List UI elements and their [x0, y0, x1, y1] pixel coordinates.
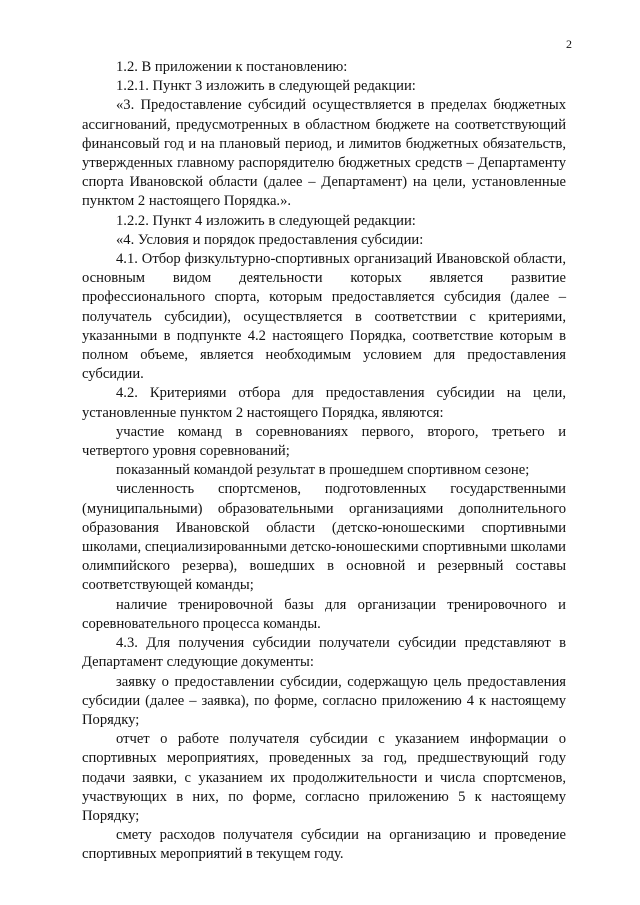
- paragraph: «4. Условия и порядок предоставления субсидии:: [116, 231, 424, 248]
- paragraph: показанный командой результат в прошедшем спортивном сезоне;: [116, 462, 530, 479]
- paragraph: наличие тренировочной базы для организации тренировочного и соревновательного процесса команды.: [82, 596, 566, 632]
- paragraph: 4.1. Отбор физкультурно-спортивных организаций Ивановской области, основным видом деятельности которых является развитие профессионального спорта, которым предоставляется субсидия (далее – получатель субсидии), осуществляется в соответствии с критериями, указанными в подпункте 4.2 настоящего Порядка, соответствие которым в полном объеме, является необходимым условием для предоставления субсидии.: [82, 251, 566, 383]
- paragraph: «3. Предоставление субсидий осуществляется в пределах бюджетных ассигнований, предусмотренных в областном бюджете на соответствующий финансовый год и на плановый период, и лимитов бюджетных обязательств, утвержденных главному распорядителю бюджетных средств – Департаменту спорта Ивановской области (далее – Департамент) на цели, установленные пунктом 2 настоящего Порядка.».: [82, 97, 566, 210]
- paragraph: смету расходов получателя субсидии на организацию и проведение спортивных мероприятий в текущем году.: [82, 827, 566, 863]
- paragraph: отчет о работе получателя субсидии с указанием информации о спортивных мероприятиях, проведенных за год, предшествующий году подачи заявки, с указанием их продолжительности и числа спортсменов, участвующих в них, по форме, согласно приложению 5 к настоящему Порядку;: [82, 731, 566, 824]
- paragraph: 1.2.2. Пункт 4 изложить в следующей редакции:: [116, 212, 416, 229]
- paragraph: 4.2. Критериями отбора для предоставления субсидии на цели, установленные пунктом 2 настоящего Порядка, являются:: [82, 385, 566, 421]
- paragraph: 1.2. В приложении к постановлению:: [116, 59, 348, 75]
- page-number: 2: [566, 37, 572, 51]
- paragraph: заявку о предоставлении субсидии, содержащую цель предоставления субсидии (далее – заявка), по форме, согласно приложению 4 к настоящему Порядку;: [82, 673, 566, 728]
- paragraph: 4.3. Для получения субсидии получатели субсидии представляют в Департамент следующие документы:: [82, 635, 566, 671]
- paragraph: участие команд в соревнованиях первого, второго, третьего и четвертого уровня соревнований;: [82, 423, 566, 460]
- document-body: [82, 58, 566, 865]
- paragraph: 1.2.1. Пункт 3 изложить в следующей редакции:: [116, 78, 416, 95]
- paragraph: численность спортсменов, подготовленных государственными (муниципальными) образовательными организациями дополнительного образования Ивановской области (детско-юношескими спортивными школами, специализированными детско-юношескими спортивными школами олимпийского резерва), вошедших в основной и резервный составы соответствующей команды;: [82, 481, 566, 594]
